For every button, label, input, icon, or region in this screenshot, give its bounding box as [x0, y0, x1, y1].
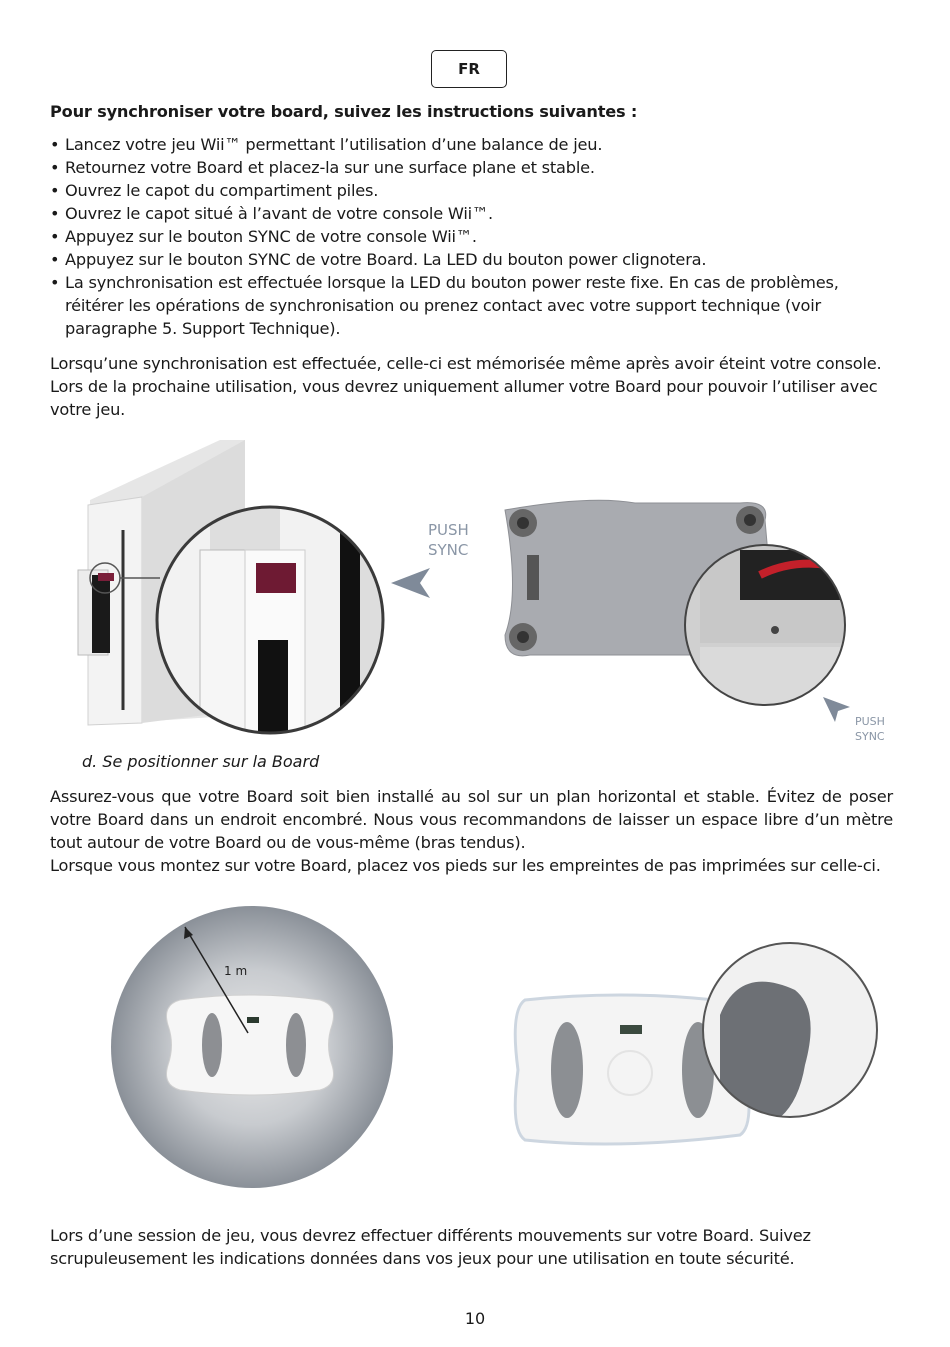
distance-label: 1 m	[224, 964, 248, 978]
positioning-text: Assurez-vous que votre Board soit bien installé au sol sur un plan horizontal et stable. Évitez de poser votre Board dans un endroit encombré. Nous vous recommandons de laisser un espace libre d’un mètre tout autour de votre Board ou de vous-même (bras tendus).	[50, 787, 893, 852]
section-caption: d. Se positionner sur la Board	[82, 752, 320, 771]
list-item: • Retournez votre Board et placez-la sur une surface plane et stable.	[50, 156, 910, 179]
push-label: PUSH	[855, 715, 885, 728]
paragraph-positioning	[50, 785, 893, 877]
list-item: • Appuyez sur le bouton SYNC de votre console Wii™.	[50, 225, 910, 248]
console-sync-zoom	[155, 505, 395, 735]
push-sync-small-label	[855, 714, 885, 744]
list-item: • Ouvrez le capot du compartiment piles.	[50, 179, 910, 202]
language-badge: FR	[431, 50, 507, 88]
list-item: • Ouvrez le capot situé à l’avant de votre console Wii™.	[50, 202, 910, 225]
positioning-figure	[100, 895, 890, 1200]
arrow-left-icon	[391, 568, 430, 598]
list-item: • Appuyez sur le bouton SYNC de votre Board. La LED du bouton power clignotera.	[50, 248, 910, 271]
section-heading: Pour synchroniser votre board, suivez les instructions suivantes :	[50, 102, 638, 121]
arrow-up-left-icon	[823, 697, 850, 722]
push-sync-label	[428, 520, 469, 560]
paragraph-safety: Lors d’une session de jeu, vous devrez effectuer différents mouvements sur votre Board. Suivez scrupuleusement les indications données dans vos jeux pour une utilisation en toute sécurité.	[50, 1226, 811, 1268]
feet-placement-text: Lorsque vous montez sur votre Board, placez vos pieds sur les empreintes de pas imprimées sur celle-ci.	[50, 856, 881, 875]
list-item: • Lancez votre jeu Wii™ permettant l’utilisation d’une balance de jeu.	[50, 133, 910, 156]
clearance-circle	[111, 906, 393, 1188]
push-label: PUSH	[428, 521, 469, 539]
board-sync-zoom	[685, 543, 850, 717]
sync-figure	[60, 425, 890, 750]
paragraph-sync-memory: Lorsqu’une synchronisation est effectuée, celle-ci est mémorisée même après avoir éteint votre console. Lors de la prochaine utilisation, vous devrez uniquement allumer votre Board pour pouvoir l’utiliser avec votre jeu.	[50, 354, 882, 419]
instruction-list	[50, 133, 910, 340]
list-item: • La synchronisation est effectuée lorsque la LED du bouton power reste fixe. En cas de problèmes, réitérer les opérations de synchronisation ou prenez contact avec votre support technique (voir paragraphe 5. Support Technique).	[50, 271, 865, 340]
sync-label: SYNC	[855, 730, 885, 743]
page-number: 10	[464, 1309, 486, 1328]
sync-label: SYNC	[428, 541, 469, 559]
